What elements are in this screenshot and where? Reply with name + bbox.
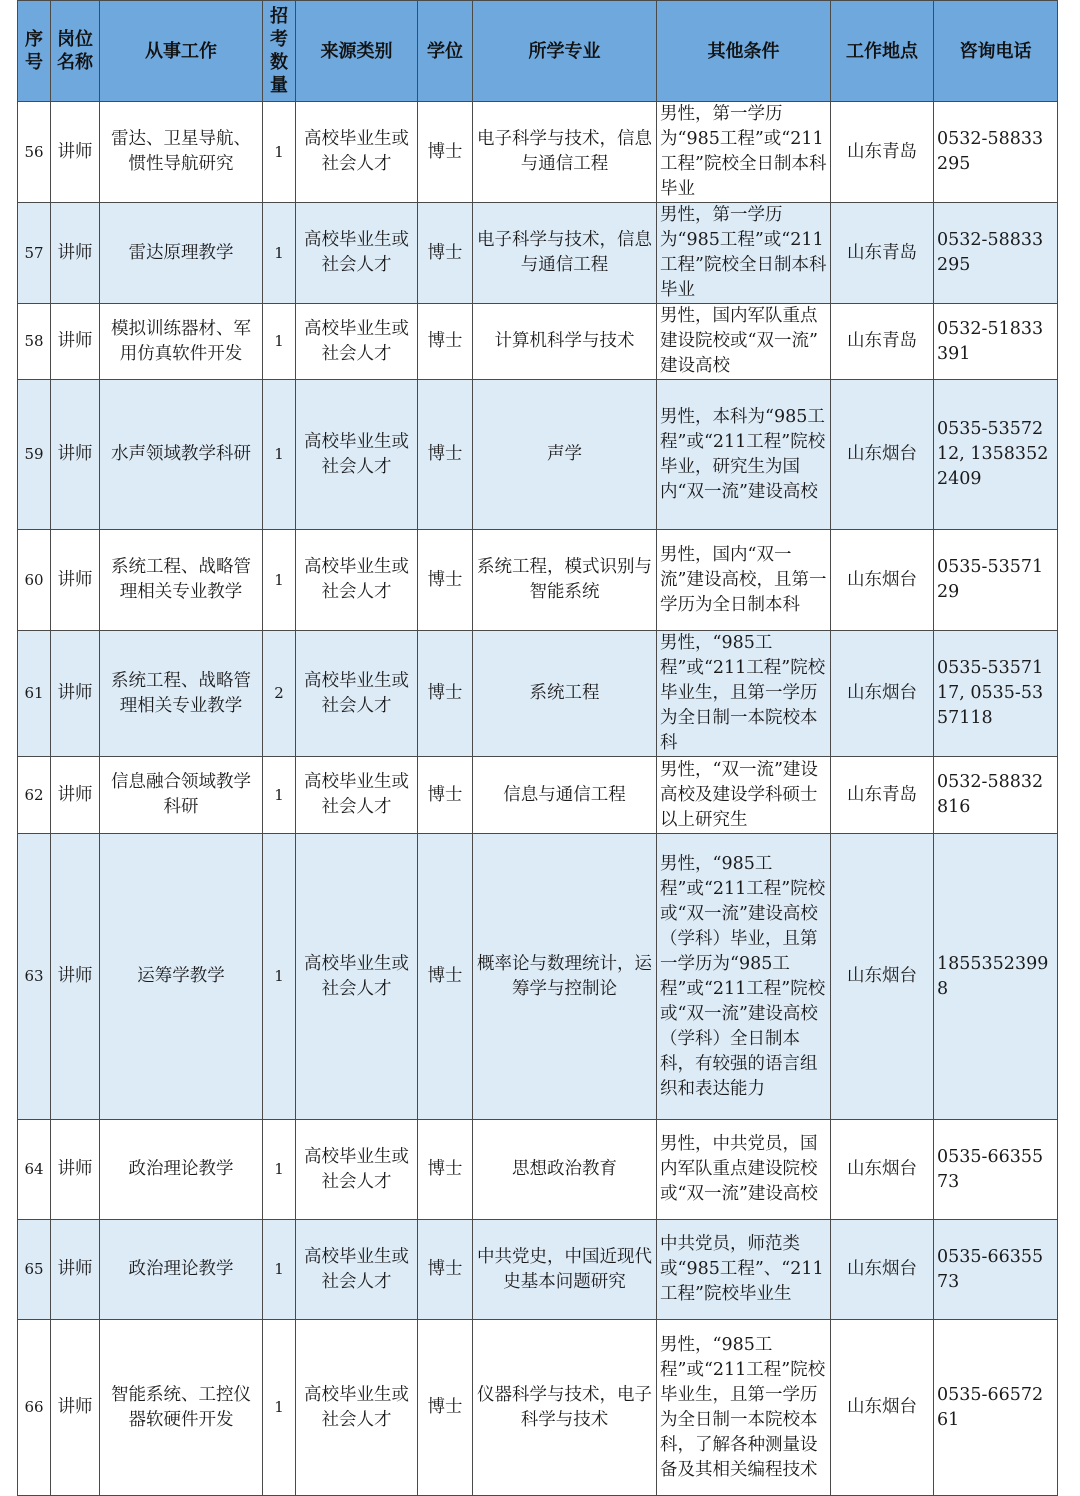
cell-major: 系统工程 — [473, 631, 657, 757]
cell-seq: 66 — [18, 1320, 51, 1496]
cell-source: 高校毕业生或社会人才 — [296, 631, 418, 757]
header-quota: 招考数量 — [263, 1, 296, 102]
cell-quota: 1 — [263, 834, 296, 1120]
cell-degree: 博士 — [418, 1220, 473, 1320]
cell-phone: 0535-5357212, 13583522409 — [934, 380, 1058, 530]
cell-source: 高校毕业生或社会人才 — [296, 530, 418, 631]
cell-source: 高校毕业生或社会人才 — [296, 1320, 418, 1496]
header-major: 所学专业 — [473, 1, 657, 102]
cell-post: 讲师 — [51, 1320, 100, 1496]
cell-source: 高校毕业生或社会人才 — [296, 1120, 418, 1220]
cell-work: 模拟训练器材、军用仿真软件开发 — [100, 304, 263, 380]
cell-major: 仪器科学与技术，电子科学与技术 — [473, 1320, 657, 1496]
cell-major: 系统工程，模式识别与智能系统 — [473, 530, 657, 631]
cell-post: 讲师 — [51, 380, 100, 530]
cell-post: 讲师 — [51, 304, 100, 380]
cell-work: 政治理论教学 — [100, 1120, 263, 1220]
cell-phone: 0535-6635573 — [934, 1220, 1058, 1320]
cell-seq: 63 — [18, 834, 51, 1120]
cell-location: 山东青岛 — [831, 203, 934, 304]
table-row — [18, 631, 1058, 757]
cell-post: 讲师 — [51, 631, 100, 757]
table-row — [18, 530, 1058, 631]
cell-post: 讲师 — [51, 530, 100, 631]
cell-seq: 57 — [18, 203, 51, 304]
cell-seq: 60 — [18, 530, 51, 631]
cell-location: 山东烟台 — [831, 834, 934, 1120]
cell-degree: 博士 — [418, 834, 473, 1120]
cell-source: 高校毕业生或社会人才 — [296, 834, 418, 1120]
cell-conditions: 男性，国内“双一流”建设高校，且第一学历为全日制本科 — [657, 530, 831, 631]
cell-conditions: 男性，“985工程”或“211工程”院校毕业生，且第一学历为全日制一本院校本科，了解各种测量设备及其相关编程技术 — [657, 1320, 831, 1496]
table-row — [18, 203, 1058, 304]
cell-work: 运筹学教学 — [100, 834, 263, 1120]
cell-seq: 64 — [18, 1120, 51, 1220]
cell-phone: 0532-58833295 — [934, 102, 1058, 203]
cell-major: 中共党史，中国近现代史基本问题研究 — [473, 1220, 657, 1320]
table-row — [18, 1220, 1058, 1320]
cell-location: 山东烟台 — [831, 530, 934, 631]
cell-seq: 56 — [18, 102, 51, 203]
cell-source: 高校毕业生或社会人才 — [296, 304, 418, 380]
cell-source: 高校毕业生或社会人才 — [296, 102, 418, 203]
table-row — [18, 834, 1058, 1120]
cell-major: 计算机科学与技术 — [473, 304, 657, 380]
cell-conditions: 男性，本科为“985工程”或“211工程”院校毕业，研究生为国内“双一流”建设高校 — [657, 380, 831, 530]
cell-major: 电子科学与技术，信息与通信工程 — [473, 102, 657, 203]
cell-seq: 59 — [18, 380, 51, 530]
cell-location: 山东烟台 — [831, 1320, 934, 1496]
cell-post: 讲师 — [51, 203, 100, 304]
header-conditions: 其他条件 — [657, 1, 831, 102]
header-phone: 咨询电话 — [934, 1, 1058, 102]
cell-phone: 0535-6657261 — [934, 1320, 1058, 1496]
cell-degree: 博士 — [418, 530, 473, 631]
cell-quota: 1 — [263, 380, 296, 530]
cell-quota: 1 — [263, 757, 296, 834]
cell-work: 系统工程、战略管理相关专业教学 — [100, 631, 263, 757]
cell-phone: 18553523998 — [934, 834, 1058, 1120]
cell-source: 高校毕业生或社会人才 — [296, 203, 418, 304]
cell-degree: 博士 — [418, 203, 473, 304]
cell-phone: 0532-51833391 — [934, 304, 1058, 380]
cell-degree: 博士 — [418, 102, 473, 203]
cell-quota: 1 — [263, 1220, 296, 1320]
cell-quota: 1 — [263, 530, 296, 631]
table-row — [18, 304, 1058, 380]
cell-conditions: 男性，第一学历为“985工程”或“211工程”院校全日制本科毕业 — [657, 203, 831, 304]
cell-location: 山东烟台 — [831, 631, 934, 757]
cell-seq: 58 — [18, 304, 51, 380]
cell-work: 政治理论教学 — [100, 1220, 263, 1320]
cell-location: 山东青岛 — [831, 102, 934, 203]
cell-work: 雷达原理教学 — [100, 203, 263, 304]
cell-work: 系统工程、战略管理相关专业教学 — [100, 530, 263, 631]
cell-quota: 1 — [263, 1120, 296, 1220]
table-row — [18, 1320, 1058, 1496]
cell-quota: 1 — [263, 203, 296, 304]
header-row — [18, 1, 1058, 102]
cell-work: 信息融合领域教学科研 — [100, 757, 263, 834]
header-post: 岗位名称 — [51, 1, 100, 102]
cell-location: 山东烟台 — [831, 1220, 934, 1320]
cell-source: 高校毕业生或社会人才 — [296, 1220, 418, 1320]
cell-quota: 1 — [263, 1320, 296, 1496]
cell-conditions: 男性，“985工程”或“211工程”院校毕业生，且第一学历为全日制一本院校本科 — [657, 631, 831, 757]
cell-work: 智能系统、工控仪器软硬件开发 — [100, 1320, 263, 1496]
cell-major: 思想政治教育 — [473, 1120, 657, 1220]
cell-degree: 博士 — [418, 304, 473, 380]
cell-degree: 博士 — [418, 1120, 473, 1220]
cell-location: 山东烟台 — [831, 380, 934, 530]
cell-conditions: 男性，中共党员，国内军队重点建设院校或“双一流”建设高校 — [657, 1120, 831, 1220]
table-row — [18, 380, 1058, 530]
table-row — [18, 757, 1058, 834]
table-row — [18, 1120, 1058, 1220]
cell-major: 声学 — [473, 380, 657, 530]
cell-degree: 博士 — [418, 380, 473, 530]
cell-major: 信息与通信工程 — [473, 757, 657, 834]
cell-phone: 0535-5357129 — [934, 530, 1058, 631]
cell-degree: 博士 — [418, 1320, 473, 1496]
cell-major: 概率论与数理统计，运筹学与控制论 — [473, 834, 657, 1120]
header-location: 工作地点 — [831, 1, 934, 102]
cell-location: 山东烟台 — [831, 1120, 934, 1220]
table-body — [18, 102, 1058, 1496]
header-degree: 学位 — [418, 1, 473, 102]
cell-conditions: 男性，第一学历为“985工程”或“211工程”院校全日制本科毕业 — [657, 102, 831, 203]
cell-post: 讲师 — [51, 1120, 100, 1220]
cell-quota: 1 — [263, 304, 296, 380]
cell-conditions: 男性，国内军队重点建设院校或“双一流” 建设高校 — [657, 304, 831, 380]
cell-seq: 61 — [18, 631, 51, 757]
cell-location: 山东青岛 — [831, 304, 934, 380]
cell-post: 讲师 — [51, 757, 100, 834]
cell-seq: 65 — [18, 1220, 51, 1320]
cell-conditions: 男性，“985工程”或“211工程”院校或“双一流”建设高校（学科）毕业，且第一学历为“985工程”或“211工程”院校或“双一流”建设高校（学科）全日制本科，有较强的语言组织和表达能力 — [657, 834, 831, 1120]
cell-degree: 博士 — [418, 631, 473, 757]
cell-seq: 62 — [18, 757, 51, 834]
cell-source: 高校毕业生或社会人才 — [296, 380, 418, 530]
cell-quota: 1 — [263, 102, 296, 203]
cell-post: 讲师 — [51, 102, 100, 203]
cell-quota: 2 — [263, 631, 296, 757]
table-row — [18, 102, 1058, 203]
cell-phone: 0535-6635573 — [934, 1120, 1058, 1220]
cell-post: 讲师 — [51, 1220, 100, 1320]
cell-phone: 0532-58832816 — [934, 757, 1058, 834]
cell-phone: 0535-5357117, 0535-5357118 — [934, 631, 1058, 757]
cell-major: 电子科学与技术，信息与通信工程 — [473, 203, 657, 304]
cell-work: 雷达、卫星导航、惯性导航研究 — [100, 102, 263, 203]
cell-work: 水声领域教学科研 — [100, 380, 263, 530]
cell-phone: 0532-58833295 — [934, 203, 1058, 304]
cell-conditions: 男性，“双一流”建设高校及建设学科硕士以上研究生 — [657, 757, 831, 834]
cell-post: 讲师 — [51, 834, 100, 1120]
cell-conditions: 中共党员，师范类或“985工程”、“211工程”院校毕业生 — [657, 1220, 831, 1320]
header-work: 从事工作 — [100, 1, 263, 102]
cell-degree: 博士 — [418, 757, 473, 834]
cell-location: 山东青岛 — [831, 757, 934, 834]
header-seq: 序号 — [18, 1, 51, 102]
recruitment-table — [17, 0, 1058, 1496]
header-source: 来源类别 — [296, 1, 418, 102]
cell-source: 高校毕业生或社会人才 — [296, 757, 418, 834]
